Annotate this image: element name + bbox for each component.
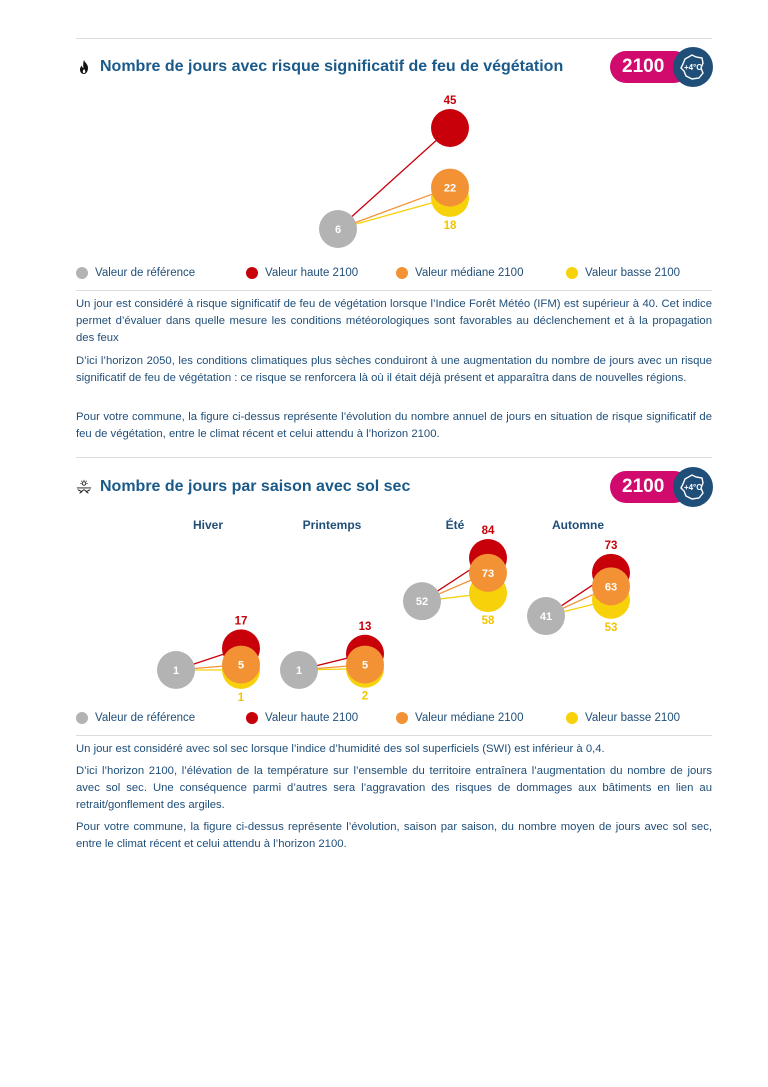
flame-icon (76, 59, 92, 75)
fire-risk-chart (0, 88, 768, 248)
label-median: 5 (361, 659, 369, 672)
label-reference: 1 (295, 665, 303, 677)
legend-dot-low (566, 267, 578, 279)
legend-label: Valeur haute 2100 (265, 712, 359, 724)
legend-label: Valeur de référence (95, 712, 196, 724)
legend-dot-median (396, 712, 408, 724)
legend-item-reference (76, 712, 246, 724)
label-high: 84 (481, 525, 495, 537)
legend-item-high (246, 712, 396, 724)
legend-item-low (566, 267, 716, 279)
season-label-hiver: Hiver (192, 518, 224, 532)
legend-dot-low (566, 712, 578, 724)
label-reference: 41 (539, 611, 553, 624)
legend-dot-reference (76, 267, 88, 279)
badge-temp-text: +4°C (683, 483, 703, 492)
label-high: 73 (604, 539, 618, 552)
legend-label: Valeur basse 2100 (585, 267, 681, 279)
legend-label: Valeur médiane 2100 (415, 267, 524, 279)
legend-label: Valeur basse 2100 (585, 712, 681, 724)
section2-title-text: Nombre de jours par saison avec sol sec (100, 478, 411, 495)
label-low: 2 (361, 690, 369, 703)
section2-legend (76, 712, 716, 724)
label-median: 5 (237, 659, 245, 672)
legend-dot-median (396, 267, 408, 279)
france-temp-icon (672, 466, 714, 508)
point-high (431, 109, 469, 147)
divider (76, 735, 712, 736)
dry-soil-chart (0, 525, 768, 705)
label-median: 22 (443, 182, 457, 195)
badge-temp-text: +4°C (683, 63, 703, 72)
label-high: 45 (443, 95, 457, 107)
section1-paragraph: Un jour est considéré à risque significatif de feu de végétation lorsque l’Indice Forêt Météo (IFM) est supérieur à 40. Cet indice permet d’évaluer dans quelle mesure les conditions météorologiques sont favorables au déclenchement et à la propagation des feux (76, 298, 712, 344)
horizon-badge (610, 466, 714, 508)
label-low: 53 (604, 621, 618, 634)
label-reference: 1 (172, 665, 180, 677)
season-label-printemps: Printemps (302, 518, 362, 532)
divider (76, 290, 712, 291)
divider (76, 457, 712, 458)
dry-soil-icon (76, 479, 92, 495)
section2-paragraph: Un jour est considéré avec sol sec lorsque l’indice d’humidité des sol superficiels (SWI) est inférieur à 0,4. (76, 743, 605, 755)
legend-item-median (396, 267, 566, 279)
label-median: 73 (481, 567, 495, 580)
legend-label: Valeur haute 2100 (265, 267, 359, 279)
legend-label: Valeur de référence (95, 267, 196, 279)
label-reference: 6 (334, 224, 342, 236)
legend-item-reference (76, 267, 246, 279)
section2-paragraph: Pour votre commune, la figure ci-dessus représente l’évolution, saison par saison, du nombre moyen de jours avec sol sec, entre le climat récent et celui attendu à l’horizon 2100. (76, 821, 712, 850)
horizon-badge (610, 46, 714, 88)
label-reference: 52 (415, 596, 429, 609)
top-divider (76, 38, 712, 39)
legend-dot-high (246, 267, 258, 279)
season-label-automne: Automne (552, 518, 604, 532)
france-temp-icon (672, 46, 714, 88)
label-median: 63 (604, 581, 618, 594)
legend-dot-reference (76, 712, 88, 724)
label-low: 58 (481, 615, 495, 628)
label-low: 18 (443, 219, 457, 232)
legend-item-median (396, 712, 566, 724)
legend-label: Valeur médiane 2100 (415, 712, 524, 724)
section1-title-text: Nombre de jours avec risque significatif de feu de végétation (100, 58, 564, 75)
section1-paragraph: Pour votre commune, la figure ci-dessus représente l’évolution du nombre annuel de jours en situation de risque significatif de feu de végétation, entre le climat récent et celui attendu à l’horizon 2100. (76, 411, 712, 440)
season-label-ete: Été (445, 518, 465, 532)
section2-title (76, 478, 410, 496)
label-high: 13 (358, 620, 372, 633)
label-high: 17 (234, 615, 248, 628)
horizon-year: 2100 (610, 51, 690, 83)
section1-legend (76, 267, 716, 279)
horizon-year: 2100 (610, 471, 690, 503)
legend-dot-high (246, 712, 258, 724)
section1-paragraph: D’ici l’horizon 2050, les conditions climatiques plus sèches conduiront à une augmentation du nombre de jours avec un risque significatif de feu de végétation : ce risque se renforcera là où il était déjà présent et apparaîtra dans de nouvelles régions. (76, 355, 712, 384)
section2-paragraph: D’ici l’horizon 2100, l’élévation de la température sur l’ensemble du territoire entraînera l’augmentation du nombre de jours avec sol sec. Une conséquence parmi d’autres sera l’aggravation des risques de dommages aux bâtiments en lien au retrait/gonflement des argiles. (76, 765, 712, 811)
label-low: 1 (237, 692, 245, 704)
legend-item-low (566, 712, 716, 724)
section1-title (76, 58, 563, 76)
legend-item-high (246, 267, 396, 279)
